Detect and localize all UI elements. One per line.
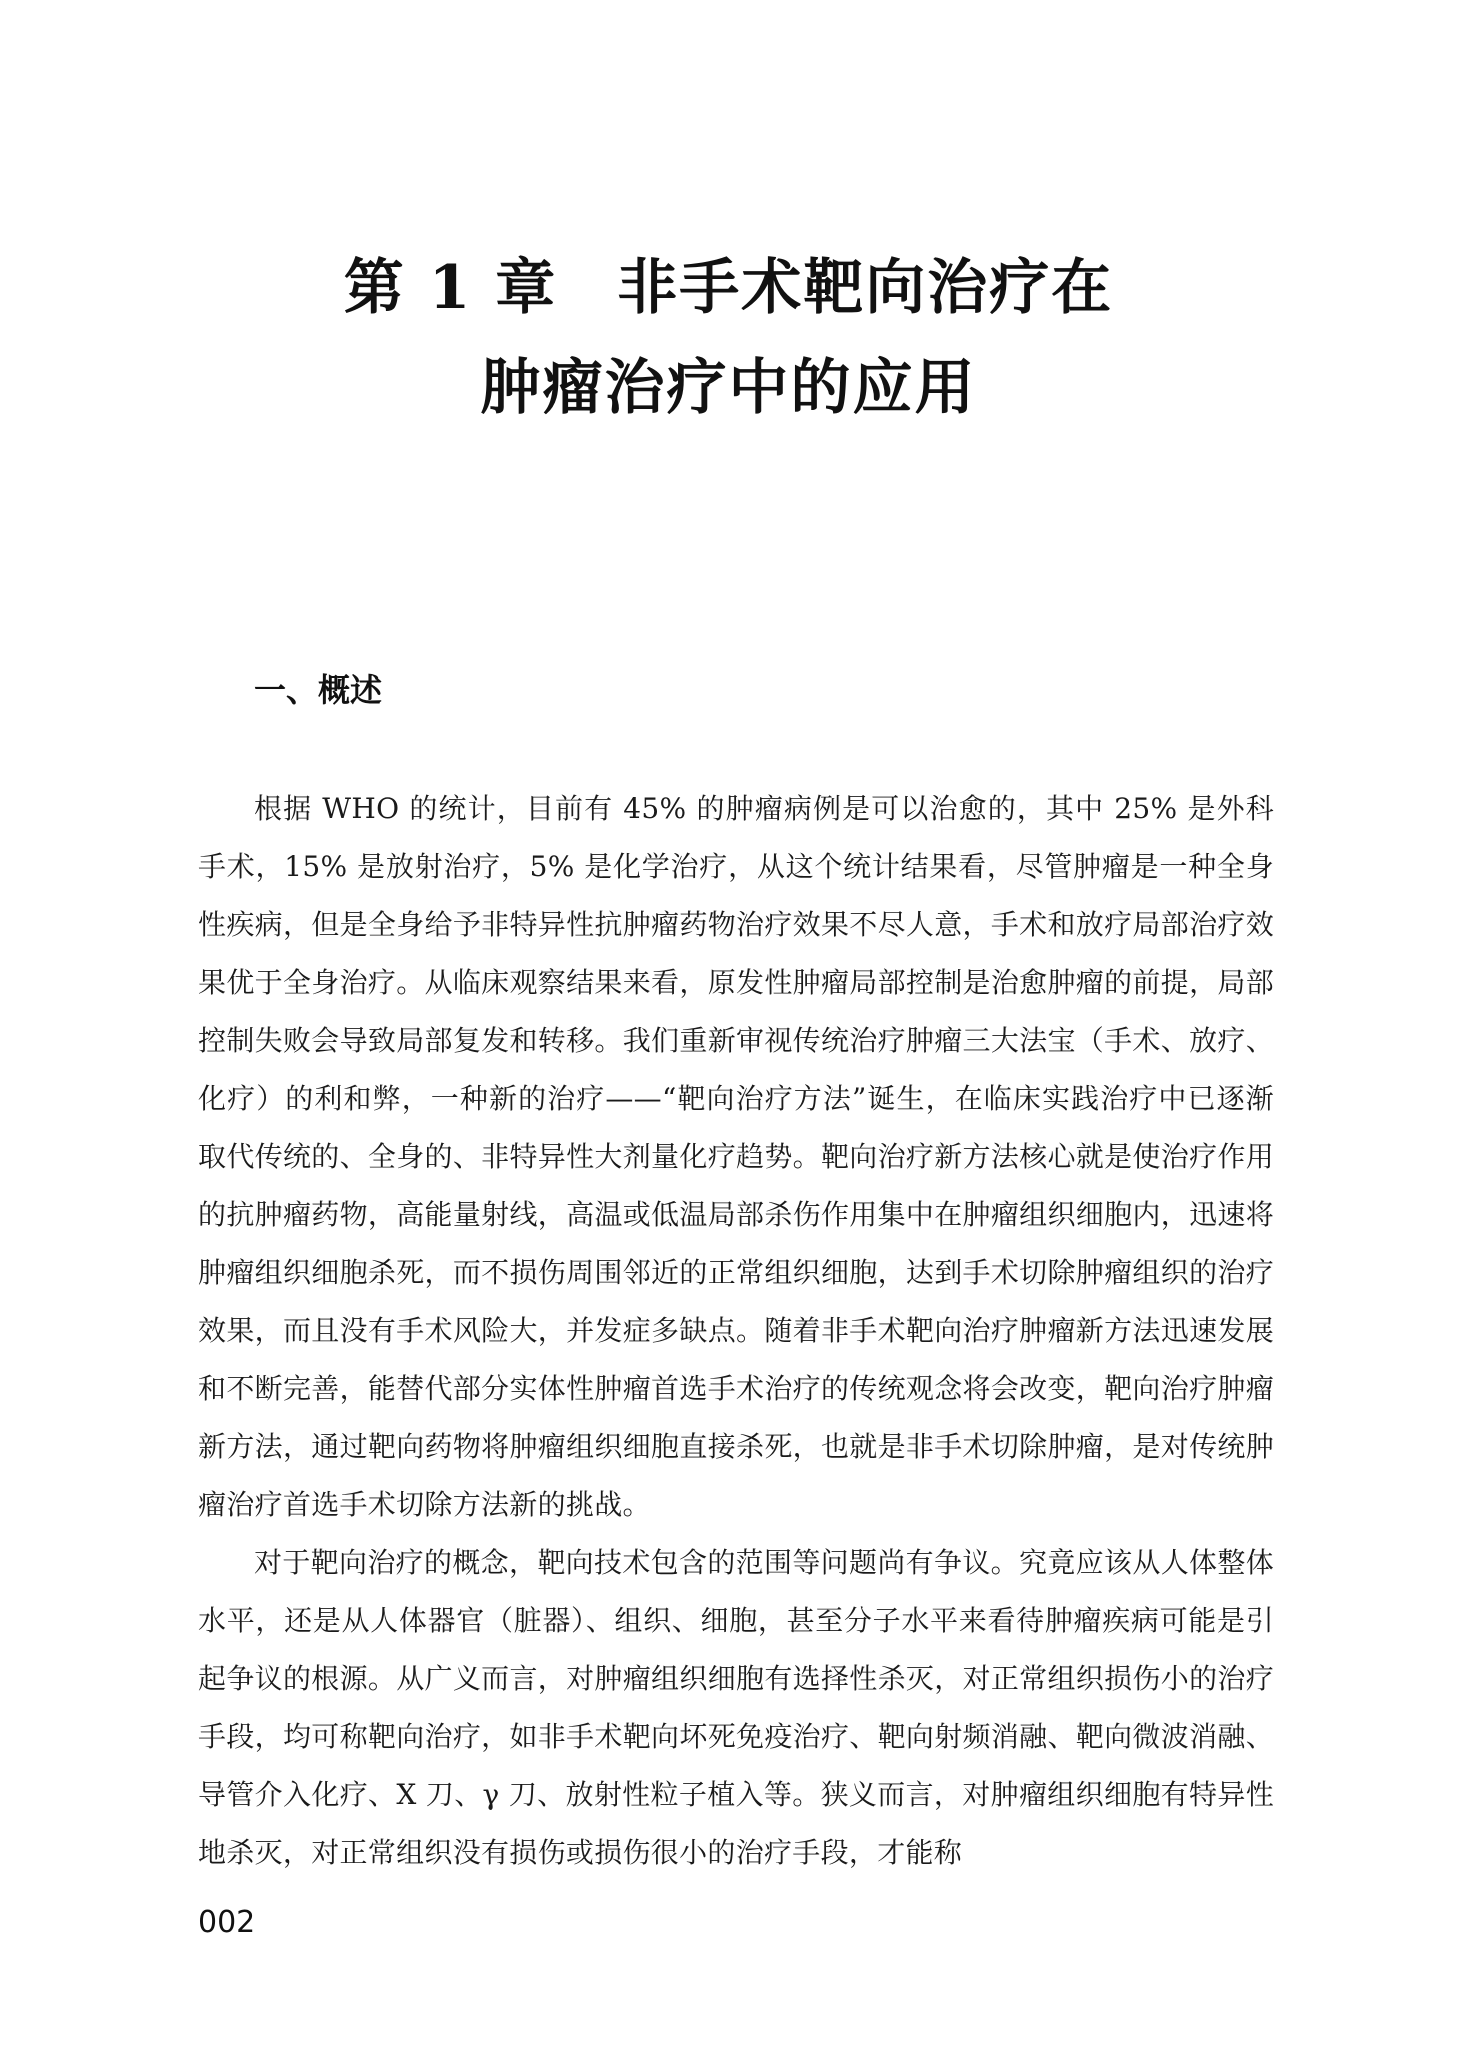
paragraph-2: 对于靶向治疗的概念，靶向技术包含的范围等问题尚有争议。究竟应该从人体整体水平，还是从人体器官（脏器）、组织、细胞，甚至分子水平来看待肿瘤疾病可能是引起争议的根源。从广义而言，对肿瘤组织细胞有选择性杀灭，对正常组织损伤小的治疗手段，均可称靶向治疗，如非手术靶向坏死免疫治疗、靶向射频消融、靶向微波消融、导管介入化疗、X 刀、γ 刀、放射性粒子植入等。狭义而言，对肿瘤组织细胞有特异性地杀灭，对正常组织没有损伤或损伤很小的治疗手段，才能称	[198, 1546, 1274, 1869]
body-text	[198, 780, 1274, 1882]
chapter-title-line-1	[0, 238, 1457, 338]
chapter-number: 第 1 章	[343, 253, 558, 323]
paragraph-1: 根据 WHO 的统计，目前有 45% 的肿瘤病例是可以治愈的，其中 25% 是外科手术，15% 是放射治疗，5% 是化学治疗，从这个统计结果看，尽管肿瘤是一种全身性疾病，但是全身给予非特异性抗肿瘤药物治疗效果不尽人意，手术和放疗局部治疗效果优于全身治疗。从临床观察结果来看，原发性肿瘤局部控制是治愈肿瘤的前提，局部控制失败会导致局部复发和转移。我们重新审视传统治疗肿瘤三大法宝（手术、放疗、化疗）的利和弊，一种新的治疗——“靶向治疗方法”诞生，在临床实践治疗中已逐渐取代传统的、全身的、非特异性大剂量化疗趋势。靶向治疗新方法核心就是使治疗作用的抗肿瘤药物，高能量射线，高温或低温局部杀伤作用集中在肿瘤组织细胞内，迅速将肿瘤组织细胞杀死，而不损伤周围邻近的正常组织细胞，达到手术切除肿瘤组织的治疗效果，而且没有手术风险大，并发症多缺点。随着非手术靶向治疗肿瘤新方法迅速发展和不断完善，能替代部分实体性肿瘤首选手术治疗的传统观念将会改变，靶向治疗肿瘤新方法，通过靶向药物将肿瘤组织细胞直接杀死，也就是非手术切除肿瘤，是对传统肿瘤治疗首选手术切除方法新的挑战。	[198, 792, 1274, 1521]
chapter-title-line-2: 肿瘤治疗中的应用	[480, 353, 977, 423]
page-number: 002	[198, 1905, 256, 1940]
chapter-title-text-1: 非手术靶向治疗在	[617, 253, 1114, 323]
chapter-title	[0, 238, 1457, 438]
section-heading: 一、概述	[254, 671, 383, 709]
